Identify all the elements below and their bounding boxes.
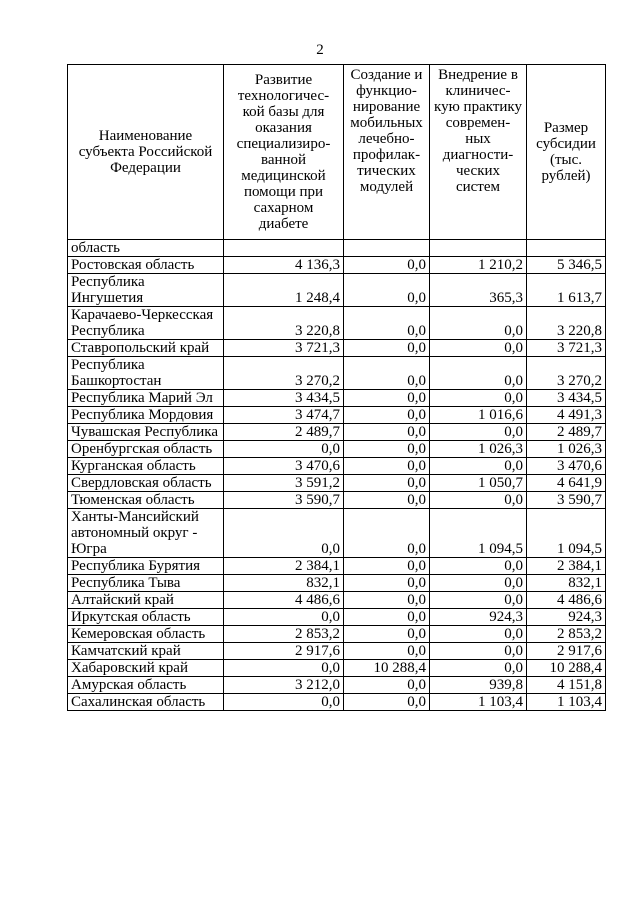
cell-subsidy: 4 486,6 [527, 592, 606, 609]
cell-region: Иркутская область [68, 609, 224, 626]
table-row [68, 390, 606, 407]
cell-mobile-modules: 0,0 [344, 575, 430, 592]
table-row [68, 407, 606, 424]
cell-region: Ханты-Мансийский автономный округ - Югра [68, 509, 224, 558]
cell-tech-base: 3 721,3 [224, 340, 344, 357]
cell-mobile-modules: 0,0 [344, 390, 430, 407]
page-number: 2 [316, 42, 324, 58]
header-region-text: Наименование субъекта Российской Федерации [78, 128, 213, 176]
cell-mobile-modules: 0,0 [344, 407, 430, 424]
cell-mobile-modules: 0,0 [344, 592, 430, 609]
table-row [68, 660, 606, 677]
cell-mobile-modules: 0,0 [344, 357, 430, 390]
cell-region: Алтайский край [68, 592, 224, 609]
cell-tech-base: 3 591,2 [224, 475, 344, 492]
cell-subsidy: 1 026,3 [527, 441, 606, 458]
cell-tech-base: 0,0 [224, 660, 344, 677]
table-row [68, 424, 606, 441]
cell-tech-base: 1 248,4 [224, 274, 344, 307]
table-row [68, 626, 606, 643]
table-row [68, 643, 606, 660]
cell-diagnostics: 1 094,5 [430, 509, 527, 558]
cell-subsidy: 3 434,5 [527, 390, 606, 407]
cell-mobile-modules: 0,0 [344, 274, 430, 307]
cell-diagnostics: 0,0 [430, 492, 527, 509]
table-row [68, 677, 606, 694]
header-mobile-modules [344, 65, 430, 240]
cell-mobile-modules [344, 240, 430, 257]
cell-subsidy: 4 641,9 [527, 475, 606, 492]
cell-subsidy: 3 721,3 [527, 340, 606, 357]
cell-mobile-modules: 0,0 [344, 441, 430, 458]
cell-subsidy: 2 917,6 [527, 643, 606, 660]
cell-tech-base: 3 470,6 [224, 458, 344, 475]
cell-region: Республика Башкортостан [68, 357, 224, 390]
cell-tech-base: 2 917,6 [224, 643, 344, 660]
cell-subsidy: 5 346,5 [527, 257, 606, 274]
cell-subsidy: 832,1 [527, 575, 606, 592]
cell-mobile-modules: 0,0 [344, 643, 430, 660]
header-tech-base-text: Развитие технологичес-кой базы для оказания специализиро-ванной медицинской помощи при сахарном диабете [236, 72, 331, 232]
cell-region: Республика Марий Эл [68, 390, 224, 407]
cell-mobile-modules: 0,0 [344, 307, 430, 340]
table-row [68, 475, 606, 492]
cell-diagnostics: 0,0 [430, 424, 527, 441]
cell-subsidy: 1 094,5 [527, 509, 606, 558]
cell-mobile-modules: 0,0 [344, 558, 430, 575]
table-row [68, 694, 606, 711]
cell-diagnostics: 0,0 [430, 340, 527, 357]
cell-tech-base: 3 434,5 [224, 390, 344, 407]
cell-diagnostics: 0,0 [430, 592, 527, 609]
cell-region: Чувашская Республика [68, 424, 224, 441]
cell-region: область [68, 240, 224, 257]
cell-mobile-modules: 0,0 [344, 694, 430, 711]
cell-diagnostics: 1 026,3 [430, 441, 527, 458]
table-row [68, 558, 606, 575]
cell-tech-base: 2 489,7 [224, 424, 344, 441]
cell-region: Карачаево-Черкесская Республика [68, 307, 224, 340]
subsidy-table [67, 64, 606, 711]
cell-mobile-modules: 0,0 [344, 475, 430, 492]
table-row [68, 307, 606, 340]
cell-diagnostics: 0,0 [430, 643, 527, 660]
table-row [68, 609, 606, 626]
header-diagnostics [430, 65, 527, 240]
cell-diagnostics: 0,0 [430, 575, 527, 592]
cell-diagnostics: 0,0 [430, 390, 527, 407]
cell-region: Хабаровский край [68, 660, 224, 677]
cell-subsidy: 3 590,7 [527, 492, 606, 509]
table-header-row [68, 65, 606, 240]
table-row [68, 509, 606, 558]
table-row [68, 274, 606, 307]
cell-region: Камчатский край [68, 643, 224, 660]
cell-tech-base: 3 212,0 [224, 677, 344, 694]
cell-region: Ставропольский край [68, 340, 224, 357]
cell-subsidy: 4 151,8 [527, 677, 606, 694]
cell-diagnostics: 0,0 [430, 458, 527, 475]
table-row [68, 575, 606, 592]
cell-subsidy: 3 220,8 [527, 307, 606, 340]
cell-mobile-modules: 0,0 [344, 677, 430, 694]
cell-tech-base: 832,1 [224, 575, 344, 592]
cell-diagnostics: 0,0 [430, 307, 527, 340]
cell-mobile-modules: 0,0 [344, 492, 430, 509]
cell-tech-base: 0,0 [224, 509, 344, 558]
cell-diagnostics: 0,0 [430, 357, 527, 390]
cell-region: Свердловская область [68, 475, 224, 492]
header-mobile-modules-text: Создание и функцио-нирование мобильных лечебно-профилак-тических модулей [350, 67, 423, 195]
cell-region: Республика Ингушетия [68, 274, 224, 307]
cell-tech-base: 4 136,3 [224, 257, 344, 274]
cell-mobile-modules: 0,0 [344, 509, 430, 558]
table-row [68, 240, 606, 257]
cell-region: Кемеровская область [68, 626, 224, 643]
cell-region: Республика Тыва [68, 575, 224, 592]
cell-diagnostics: 1 103,4 [430, 694, 527, 711]
cell-subsidy: 4 491,3 [527, 407, 606, 424]
cell-subsidy: 3 270,2 [527, 357, 606, 390]
table-row [68, 357, 606, 390]
cell-mobile-modules: 0,0 [344, 626, 430, 643]
cell-mobile-modules: 0,0 [344, 458, 430, 475]
cell-region: Республика Мордовия [68, 407, 224, 424]
cell-tech-base: 0,0 [224, 694, 344, 711]
table-row [68, 257, 606, 274]
cell-subsidy: 2 489,7 [527, 424, 606, 441]
cell-diagnostics: 1 050,7 [430, 475, 527, 492]
header-diagnostics-text: Внедрение в клиничес-кую практику современ-ных диагности-ческих систем [434, 67, 522, 195]
cell-diagnostics: 0,0 [430, 660, 527, 677]
cell-tech-base: 2 853,2 [224, 626, 344, 643]
cell-tech-base: 3 474,7 [224, 407, 344, 424]
cell-diagnostics [430, 240, 527, 257]
cell-subsidy: 3 470,6 [527, 458, 606, 475]
cell-region: Республика Бурятия [68, 558, 224, 575]
cell-region: Амурская область [68, 677, 224, 694]
table-body [68, 240, 606, 711]
cell-tech-base: 0,0 [224, 609, 344, 626]
cell-diagnostics: 365,3 [430, 274, 527, 307]
cell-subsidy: 10 288,4 [527, 660, 606, 677]
cell-diagnostics: 0,0 [430, 558, 527, 575]
cell-tech-base [224, 240, 344, 257]
cell-mobile-modules: 0,0 [344, 424, 430, 441]
cell-region: Ростовская область [68, 257, 224, 274]
header-tech-base [224, 65, 344, 240]
header-region [68, 65, 224, 240]
cell-subsidy: 1 103,4 [527, 694, 606, 711]
table-row [68, 441, 606, 458]
cell-region: Сахалинская область [68, 694, 224, 711]
table-row [68, 592, 606, 609]
cell-subsidy: 2 384,1 [527, 558, 606, 575]
cell-subsidy: 1 613,7 [527, 274, 606, 307]
cell-tech-base: 2 384,1 [224, 558, 344, 575]
header-subsidy [527, 65, 606, 240]
cell-mobile-modules: 0,0 [344, 257, 430, 274]
cell-region: Оренбургская область [68, 441, 224, 458]
header-subsidy-text: Размер субсидии (тыс. рублей) [536, 120, 596, 184]
cell-diagnostics: 924,3 [430, 609, 527, 626]
cell-tech-base: 3 220,8 [224, 307, 344, 340]
table-row [68, 458, 606, 475]
cell-diagnostics: 939,8 [430, 677, 527, 694]
cell-mobile-modules: 0,0 [344, 609, 430, 626]
cell-tech-base: 3 590,7 [224, 492, 344, 509]
cell-diagnostics: 0,0 [430, 626, 527, 643]
cell-tech-base: 4 486,6 [224, 592, 344, 609]
cell-subsidy: 924,3 [527, 609, 606, 626]
cell-region: Курганская область [68, 458, 224, 475]
table-row [68, 492, 606, 509]
cell-tech-base: 3 270,2 [224, 357, 344, 390]
cell-mobile-modules: 0,0 [344, 340, 430, 357]
cell-tech-base: 0,0 [224, 441, 344, 458]
cell-subsidy [527, 240, 606, 257]
cell-diagnostics: 1 210,2 [430, 257, 527, 274]
cell-region: Тюменская область [68, 492, 224, 509]
cell-subsidy: 2 853,2 [527, 626, 606, 643]
cell-diagnostics: 1 016,6 [430, 407, 527, 424]
cell-mobile-modules: 10 288,4 [344, 660, 430, 677]
table-row [68, 340, 606, 357]
